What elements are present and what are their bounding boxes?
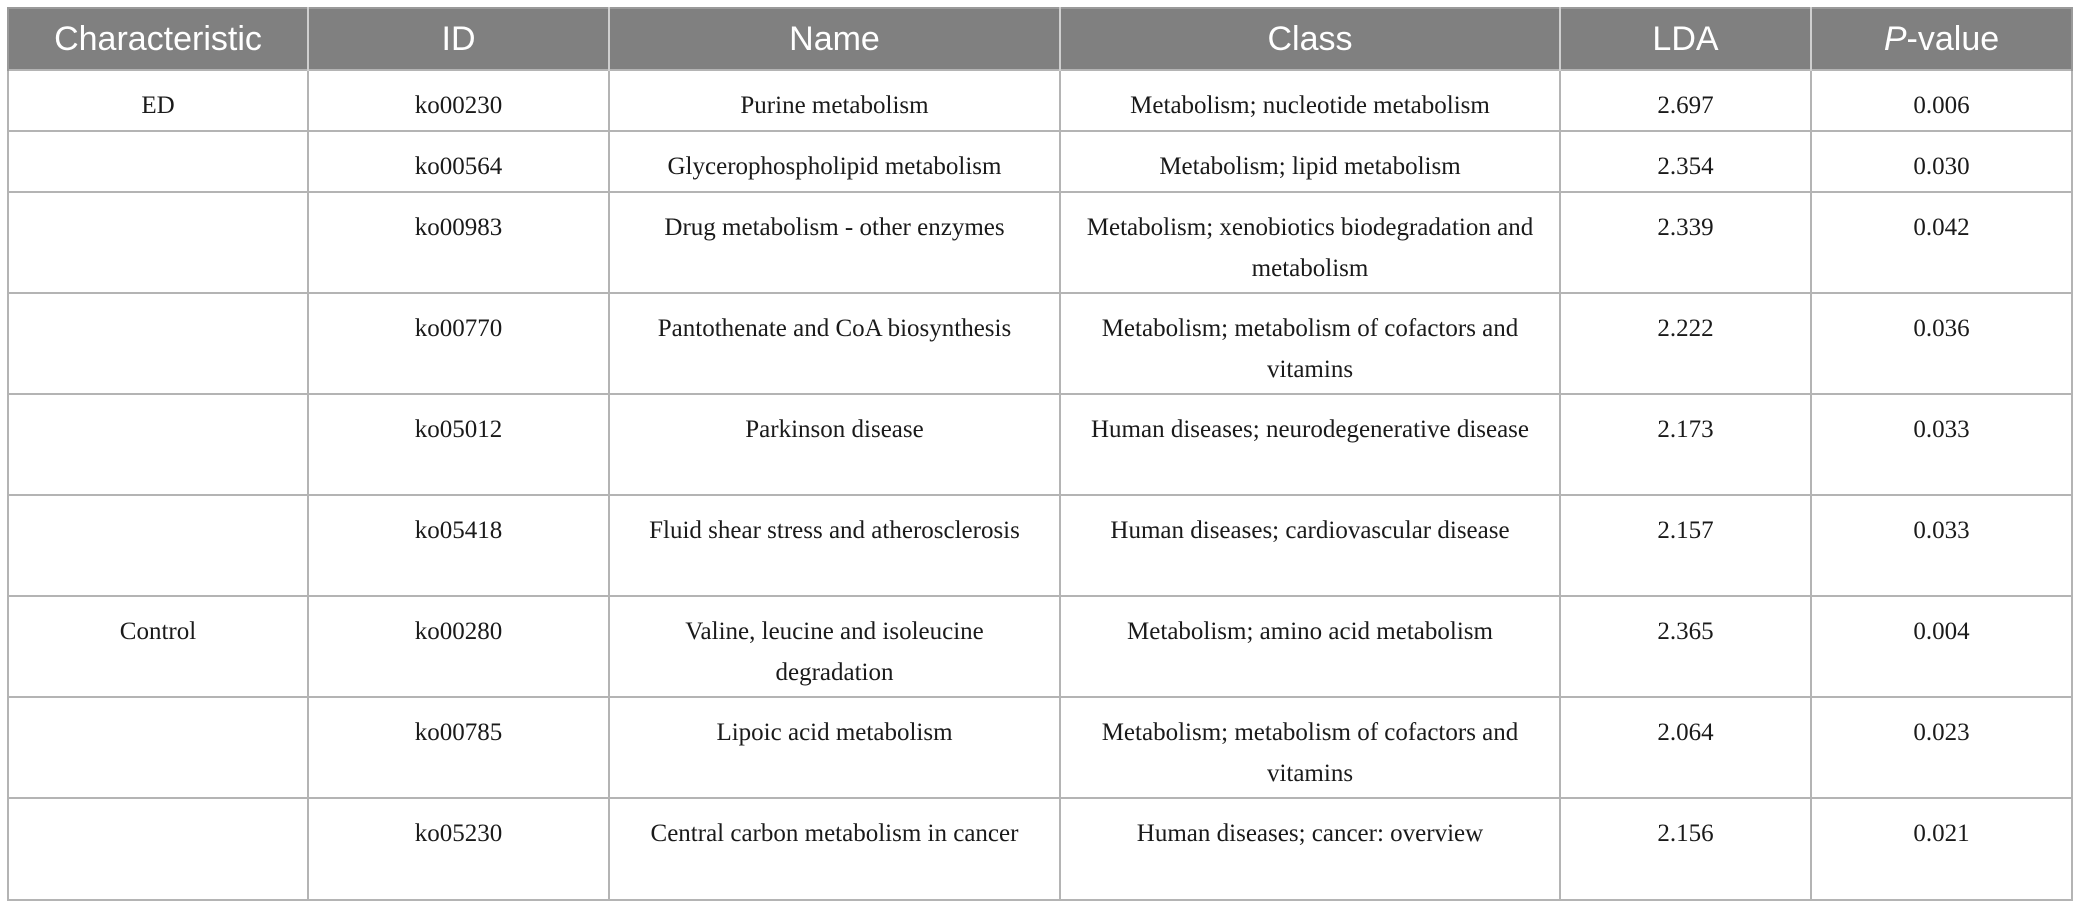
cell-class: Metabolism; metabolism of cofactors and vitamins [1060,293,1560,394]
cell-class: Metabolism; lipid metabolism [1060,131,1560,192]
cell-name: Fluid shear stress and atherosclerosis [609,495,1060,596]
cell-id: ko00785 [308,697,609,798]
header-pvalue-p: P [1883,19,1907,58]
header-row [8,8,2072,70]
table-body [8,70,2072,900]
header-pvalue [1811,8,2072,70]
cell-characteristic: ED [8,70,308,131]
cell-pvalue: 0.023 [1811,697,2072,798]
table-row [8,394,2072,495]
cell-characteristic [8,131,308,192]
cell-id: ko00230 [308,70,609,131]
cell-id: ko00770 [308,293,609,394]
cell-pvalue: 0.042 [1811,192,2072,293]
cell-characteristic [8,394,308,495]
cell-name: Purine metabolism [609,70,1060,131]
table-row [8,293,2072,394]
table-row [8,70,2072,131]
cell-characteristic [8,293,308,394]
table-row [8,697,2072,798]
cell-name: Valine, leucine and isoleucine degradation [609,596,1060,697]
cell-class: Metabolism; nucleotide metabolism [1060,70,1560,131]
cell-characteristic [8,495,308,596]
table-row [8,798,2072,900]
cell-pvalue: 0.004 [1811,596,2072,697]
cell-pvalue: 0.036 [1811,293,2072,394]
cell-name: Drug metabolism - other enzymes [609,192,1060,293]
header-name: Name [609,8,1060,70]
header-characteristic: Characteristic [8,8,308,70]
cell-characteristic: Control [8,596,308,697]
cell-class: Human diseases; neurodegenerative disease [1060,394,1560,495]
cell-name: Pantothenate and CoA biosynthesis [609,293,1060,394]
table-header [8,8,2072,70]
cell-lda: 2.365 [1560,596,1811,697]
cell-pvalue: 0.033 [1811,495,2072,596]
cell-pvalue: 0.021 [1811,798,2072,900]
cell-pvalue: 0.030 [1811,131,2072,192]
cell-pvalue: 0.006 [1811,70,2072,131]
cell-class: Metabolism; xenobiotics biodegradation and metabolism [1060,192,1560,293]
cell-lda: 2.157 [1560,495,1811,596]
cell-lda: 2.339 [1560,192,1811,293]
cell-id: ko05012 [308,394,609,495]
cell-lda: 2.354 [1560,131,1811,192]
cell-name: Central carbon metabolism in cancer [609,798,1060,900]
cell-name: Lipoic acid metabolism [609,697,1060,798]
cell-lda: 2.064 [1560,697,1811,798]
table-row [8,495,2072,596]
kegg-pathway-table [7,7,2073,901]
cell-class: Metabolism; amino acid metabolism [1060,596,1560,697]
cell-class: Human diseases; cancer: overview [1060,798,1560,900]
cell-class: Human diseases; cardiovascular disease [1060,495,1560,596]
cell-characteristic [8,192,308,293]
cell-id: ko05230 [308,798,609,900]
cell-id: ko00564 [308,131,609,192]
cell-lda: 2.697 [1560,70,1811,131]
cell-name: Glycerophospholipid metabolism [609,131,1060,192]
header-id: ID [308,8,609,70]
cell-id: ko05418 [308,495,609,596]
cell-lda: 2.222 [1560,293,1811,394]
cell-class: Metabolism; metabolism of cofactors and vitamins [1060,697,1560,798]
header-lda: LDA [1560,8,1811,70]
cell-id: ko00983 [308,192,609,293]
cell-lda: 2.173 [1560,394,1811,495]
table-row [8,596,2072,697]
table-row [8,131,2072,192]
table-row [8,192,2072,293]
cell-pvalue: 0.033 [1811,394,2072,495]
cell-characteristic [8,697,308,798]
header-class: Class [1060,8,1560,70]
cell-lda: 2.156 [1560,798,1811,900]
header-pvalue-suffix: -value [1906,19,2000,58]
cell-characteristic [8,798,308,900]
cell-name: Parkinson disease [609,394,1060,495]
cell-id: ko00280 [308,596,609,697]
